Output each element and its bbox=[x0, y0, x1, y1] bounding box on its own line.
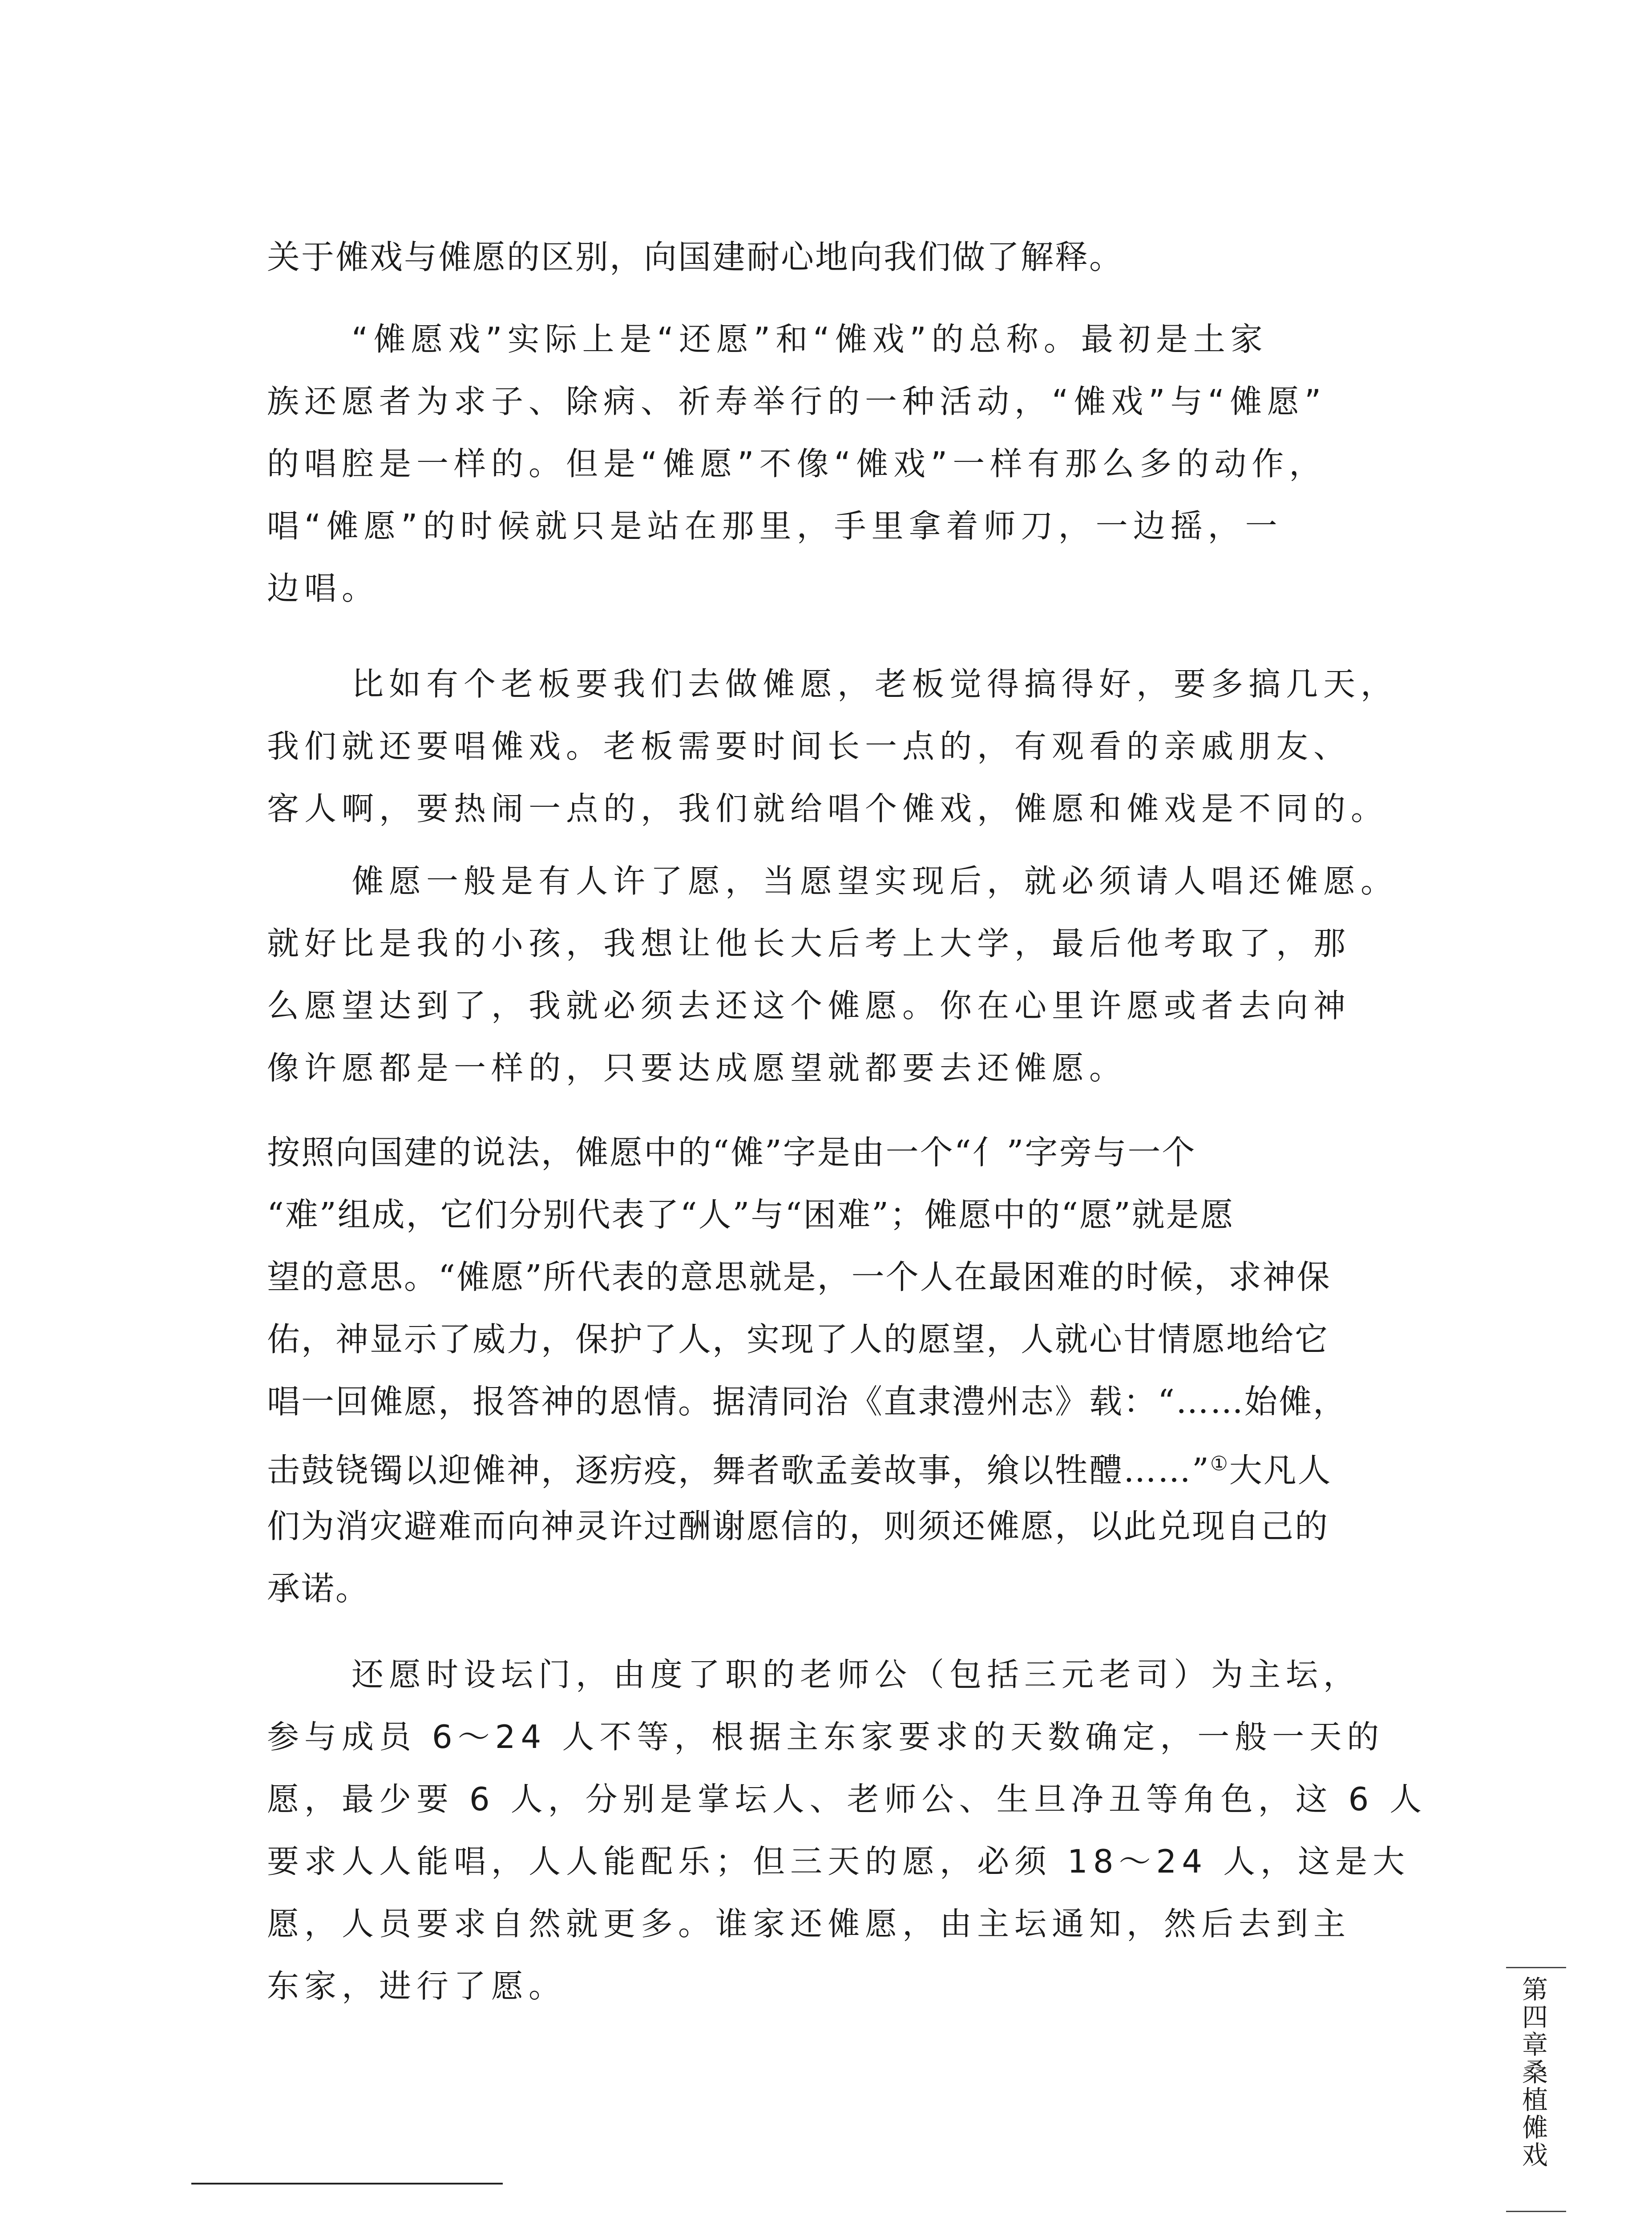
quote-line: 傩愿一般是有人许了愿，当愿望实现后，就必须请人唱还傩愿。 bbox=[351, 862, 1398, 900]
quote-line: 我们就还要唱傩戏。老板需要时间长一点的，有观看的亲戚朋友、 bbox=[267, 728, 1351, 765]
paragraph-text: 击鼓铙镯以迎傩神，逐疠疫，舞者歌孟姜故事，飨以牲醴……” bbox=[267, 1451, 1210, 1490]
quote-line: 愿，人员要求自然就更多。谁家还傩愿，由主坛通知，然后去到主 bbox=[267, 1905, 1351, 1942]
footnote-ref-mark: ① bbox=[1210, 1452, 1229, 1475]
quote-line: 像许愿都是一样的，只要达成愿望就都要去还傩愿。 bbox=[267, 1049, 1127, 1087]
quote-line: 族还愿者为求子、除病、祈寿举行的一种活动，“傩戏”与“傩愿” bbox=[267, 383, 1327, 420]
paragraph-text: 大凡人 bbox=[1229, 1451, 1332, 1490]
paragraph-line: 关于傩戏与傩愿的区别，向国建耐心地向我们做了解释。 bbox=[267, 238, 1123, 276]
paragraph-line: 唱一回傩愿，报答神的恩情。据清同治《直隶澧州志》载：“……始傩， bbox=[267, 1383, 1347, 1421]
paragraph-line: 望的意思。“傩愿”所代表的意思就是，一个人在最困难的时候，求神保 bbox=[267, 1258, 1331, 1296]
quote-line: 客人啊，要热闹一点的，我们就给唱个傩戏，傩愿和傩戏是不同的。 bbox=[267, 790, 1389, 827]
quote-line: 的唱腔是一样的。但是“傩愿”不像“傩戏”一样有那么多的动作， bbox=[267, 445, 1327, 482]
paragraph-line: 承诺。 bbox=[267, 1570, 370, 1608]
quote-line: 么愿望达到了，我就必须去还这个傩愿。你在心里许愿或者去向神 bbox=[267, 987, 1351, 1024]
quote-line: 就好比是我的小孩，我想让他长大后考上大学，最后他考取了，那 bbox=[267, 925, 1351, 962]
paragraph-line bbox=[267, 1442, 1332, 1493]
paragraph-line: 佑，神显示了威力，保护了人，实现了人的愿望，人就心甘情愿地给它 bbox=[267, 1320, 1329, 1359]
quote-line: 比如有个老板要我们去做傩愿，老板觉得搞得好，要多搞几天， bbox=[351, 665, 1398, 703]
paragraph-line: 们为消灾避难而向神灵许过酬谢愿信的，则须还傩愿，以此兑现自己的 bbox=[267, 1507, 1329, 1545]
quote-line: 要求人人能唱，人人能配乐；但三天的愿，必须 18～24 人，这是大 bbox=[267, 1843, 1410, 1880]
quote-line: 参与成员 6～24 人不等，根据主东家要求的天数确定，一般一天的 bbox=[267, 1718, 1385, 1756]
footnote-divider bbox=[191, 2183, 503, 2185]
paragraph-line: “难”组成，它们分别代表了“人”与“困难”；傩愿中的“愿”就是愿 bbox=[267, 1196, 1235, 1234]
chapter-side-tab-label: 第四章 桑植傩戏 bbox=[1522, 1974, 1548, 2170]
quote-line: 唱“傩愿”的时候就只是站在那里，手里拿着师刀，一边摇，一 bbox=[267, 507, 1283, 545]
quote-line: 愿，最少要 6 人，分别是掌坛人、老师公、生旦净丑等角色，这 6 人 bbox=[267, 1780, 1427, 1818]
quote-line: 还愿时设坛门，由度了职的老师公（包括三元老司）为主坛， bbox=[351, 1656, 1361, 1693]
quote-line: 东家，进行了愿。 bbox=[267, 1967, 566, 2005]
quote-line: 边唱。 bbox=[267, 570, 380, 607]
paragraph-line: 按照向国建的说法，傩愿中的“傩”字是由一个“亻”字旁与一个 bbox=[267, 1133, 1196, 1172]
quote-line: “傩愿戏”实际上是“还愿”和“傩戏”的总称。最初是土家 bbox=[351, 320, 1268, 358]
